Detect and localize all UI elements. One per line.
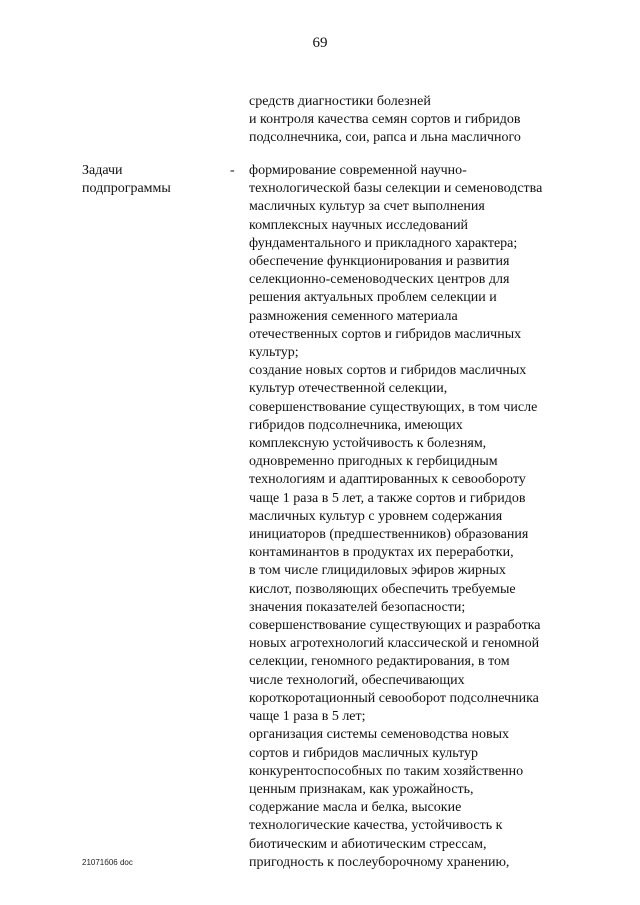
content-line: содержание масла и белка, высокие	[249, 800, 462, 816]
content-line: совершенствование существующих и разработка	[249, 618, 541, 634]
intro-text	[249, 93, 609, 148]
content-line: организация системы семеноводства новых	[249, 727, 510, 743]
intro-line: и контроля качества семян сортов и гибридов	[249, 112, 521, 128]
content-line: гибридов подсолнечника, имеющих	[249, 417, 463, 433]
dash-separator: -	[230, 163, 235, 178]
content-line: обеспечение функционирования и развития	[249, 254, 510, 270]
content-line: селекционно-семеноводческих центров для	[249, 272, 510, 288]
content-line: биотическим и абиотическим стрессам,	[249, 836, 487, 852]
content-line: фундаментального и прикладного характера;	[249, 235, 518, 251]
content-line: комплексных научных исследований	[249, 217, 469, 233]
intro-line: подсолнечника, сои, рапса и льна масличного	[249, 130, 521, 146]
content-line: отечественных сортов и гибридов масличных	[249, 326, 522, 342]
content-line: масличных культур за счет выполнения	[249, 199, 485, 215]
intro-line: средств диагностики болезней	[249, 94, 431, 109]
footer-file-reference: 21071б06 doc	[82, 858, 133, 867]
content-line: чаще 1 раза в 5 лет, а также сортов и гибридов	[249, 490, 526, 506]
content-text	[249, 162, 609, 872]
content-line: масличных культур с уровнем содержания	[249, 508, 503, 524]
content-line: контаминантов в продуктах их переработки,	[249, 545, 514, 561]
label-line: подпрограммы	[82, 181, 171, 197]
content-line: ценным признакам, как урожайность,	[249, 781, 474, 797]
content-line: комплексную устойчивость к болезням,	[249, 436, 487, 452]
content-line: формирование современной научно-	[249, 163, 467, 178]
content-line: совершенствование существующих, в том числе	[249, 399, 538, 415]
content-line: короткоротационный севооборот подсолнечника	[249, 690, 539, 706]
content-line: технологические качества, устойчивость к	[249, 818, 503, 834]
content-line: в том числе глицидиловых эфиров жирных	[249, 563, 506, 579]
content-line: создание новых сортов и гибридов масличных	[249, 363, 527, 379]
content-line: числе технологий, обеспечивающих	[249, 672, 465, 688]
page-number: 69	[312, 35, 328, 51]
content-line: технологической базы селекции и семеноводства	[249, 181, 543, 197]
content-line: технологиям и адаптированных к севообороту	[249, 472, 526, 488]
content-line: размножения семенного материала	[249, 308, 458, 324]
content-line: новых агротехнологий классической и геномной	[249, 636, 540, 652]
content-line: пригодность к послеуборочному хранению,	[249, 854, 510, 870]
content-line: чаще 1 раза в 5 лет;	[249, 709, 366, 725]
content-line: культур;	[249, 345, 299, 361]
content-line: кислот, позволяющих обеспечить требуемые	[249, 581, 516, 597]
content-line: значения показателей безопасности;	[249, 599, 466, 615]
content-line: конкурентоспособных по таким хозяйственно	[249, 763, 524, 779]
content-line: инициаторов (предшественников) образования	[249, 527, 529, 543]
content-line: одновременно пригодных к гербицидным	[249, 454, 498, 470]
content-line: культур отечественной селекции,	[249, 381, 448, 397]
label-line: Задачи	[82, 163, 123, 178]
content-line: сортов и гибридов масличных культур	[249, 745, 479, 761]
section-label	[82, 162, 222, 198]
content-line: решения актуальных проблем селекции и	[249, 290, 497, 306]
content-line: селекции, геномного редактирования, в том	[249, 654, 510, 670]
